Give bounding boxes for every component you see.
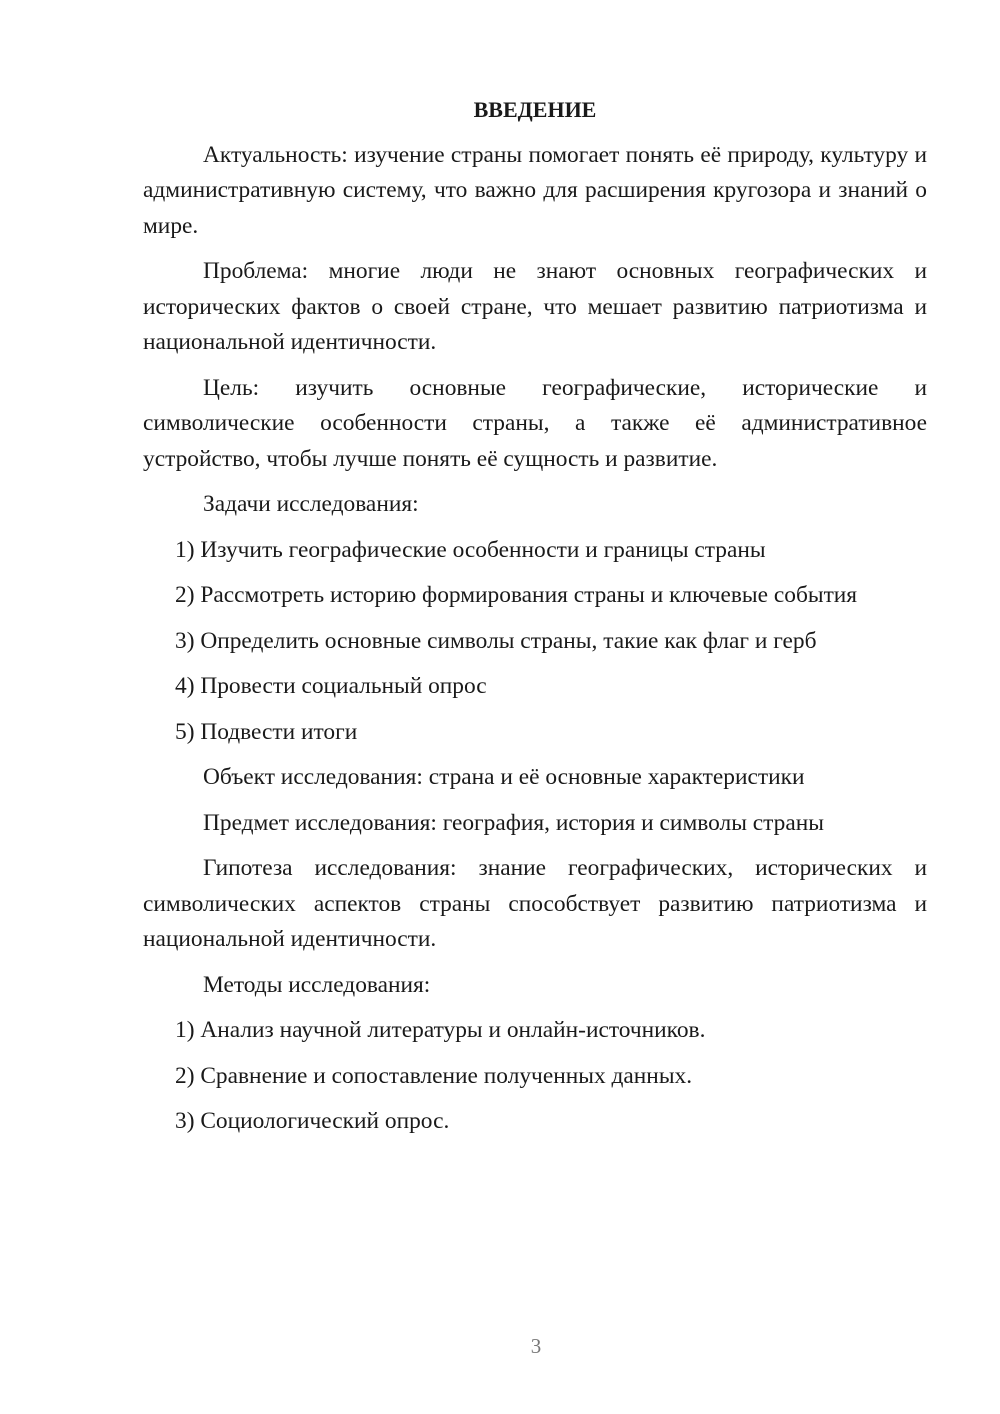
goal-paragraph: Цель: изучить основные географические, исторические и символические особенности страны, а также её административное устройство, чтобы лучше понять её сущность и развитие. <box>143 374 927 472</box>
methods-title: Методы исследования: <box>203 971 431 998</box>
relevance-paragraph: Актуальность: изучение страны помогает понять её природу, культуру и административную систему, что важно для расширения кругозора и знаний о мире. <box>143 141 927 239</box>
method-item: 1) Анализ научной литературы и онлайн-источников. <box>175 1017 706 1043</box>
task-item: 2) Рассмотреть историю формирования страны и ключевые события <box>175 582 858 608</box>
method-item: 3) Социологический опрос. <box>175 1108 450 1134</box>
object-line: Объект исследования: страна и её основные характеристики <box>203 764 805 790</box>
page-number: 3 <box>530 1334 542 1358</box>
method-item: 2) Сравнение и сопоставление полученных данных. <box>175 1062 693 1089</box>
hypothesis-paragraph: Гипотеза исследования: знание географических, исторических и символических аспектов страны способствует развитию патриотизма и национальной идентичности. <box>143 855 927 952</box>
task-item: 4) Провести социальный опрос <box>175 673 487 699</box>
tasks-title: Задачи исследования: <box>203 491 419 517</box>
section-heading: ВВЕДЕНИЕ <box>473 97 597 122</box>
task-item: 3) Определить основные символы страны, такие как флаг и герб <box>175 627 817 654</box>
task-item: 5) Подвести итоги <box>175 718 358 745</box>
task-item: 1) Изучить географические особенности и границы страны <box>175 536 766 563</box>
problem-paragraph: Проблема: многие люди не знают основных географических и исторических фактов о своей стране, что мешает развитию патриотизма и национальной идентичности. <box>143 258 927 355</box>
page-content <box>143 92 927 1150</box>
subject-line: Предмет исследования: география, история и символы страны <box>203 809 824 836</box>
